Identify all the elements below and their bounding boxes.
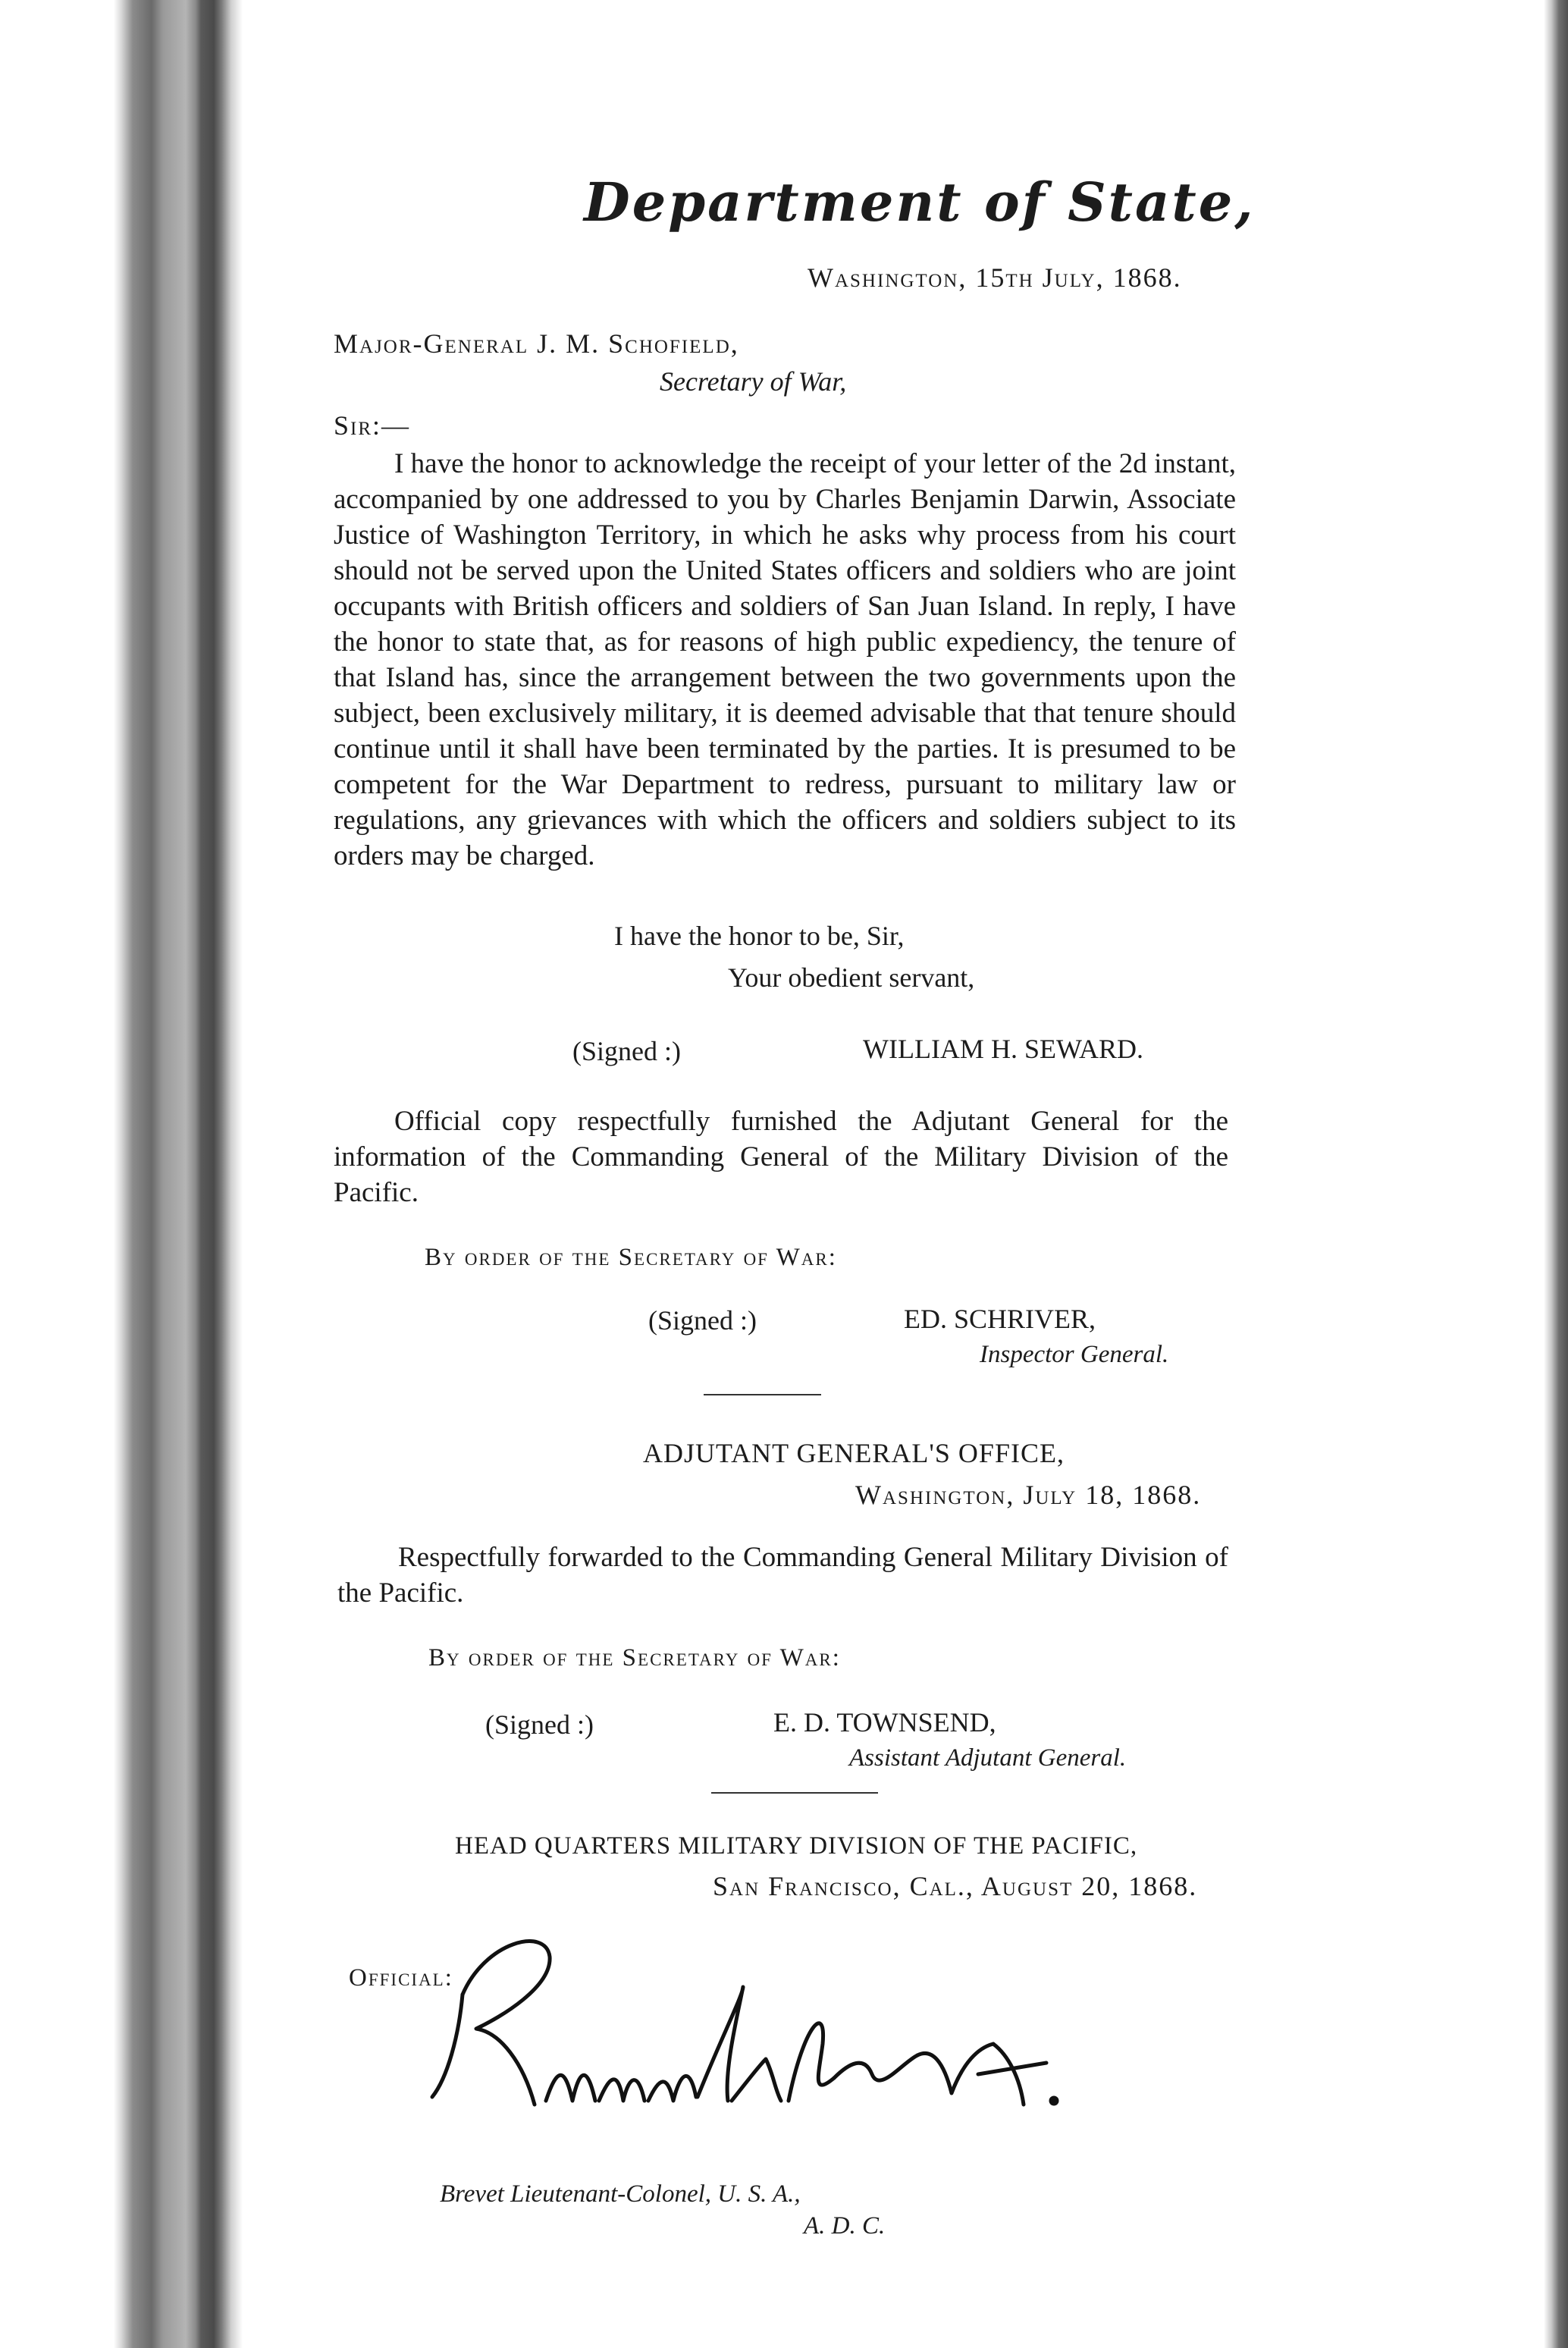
endorsement-2-place-date: Washington, July 18, 1868. bbox=[855, 1480, 1202, 1510]
letter-body: I have the honor to acknowledge the receipt of your letter of the 2d instant, accompanied by one addressed to you by Charles Benjamin Darwin, Associate Justice of Washington Territory, in which he asks why process from his court should not be served upon the United States officers and soldiers who are joint occupants with British officers and soldiers of San Juan Island. In reply, I have the honor to state that, as for reasons of high public expediency, the tenure of that Island has, since the arrangement between the two governments upon the subject, been exclusively military, it is deemed advisable that that tenure should continue until it shall have been terminated by the parties. It is presumed to be competent for the War Department to redress, pursuant to military law or regulations, any grievances with which the officers and soldiers subject to its orders may be charged. bbox=[334, 448, 1236, 871]
letterhead-place-date bbox=[808, 262, 1182, 294]
closing-line-2: Your obedient servant, bbox=[728, 962, 975, 993]
handwritten-signature bbox=[387, 1911, 1145, 2139]
signer-schriver-title: Inspector General. bbox=[980, 1341, 1169, 1368]
closing-line-1: I have the honor to be, Sir, bbox=[614, 921, 905, 951]
addressee-name: Major-General J. M. Schofield, bbox=[334, 328, 739, 359]
divider-2 bbox=[711, 1792, 878, 1794]
signer-townsend-title: Assistant Adjutant General. bbox=[849, 1744, 1127, 1772]
signer-rank-2: A. D. C. bbox=[804, 2212, 886, 2240]
endorsement-1-text: Official copy respectfully furnished the Adjutant General for the information of the Commanding General of the Military Division of the Pacific. bbox=[334, 1106, 1228, 1208]
signer-townsend: E. D. TOWNSEND, bbox=[773, 1707, 996, 1737]
endorsement-3-office: HEAD QUARTERS MILITARY DIVISION OF THE PACIFIC, bbox=[455, 1832, 1138, 1860]
signed-label-3: (Signed :) bbox=[485, 1709, 594, 1740]
binding-shadow bbox=[0, 0, 250, 2348]
document-page bbox=[250, 0, 1544, 2348]
signer-rank: Brevet Lieutenant-Colonel, U. S. A., bbox=[440, 2180, 801, 2208]
endorsement-2-office: ADJUTANT GENERAL'S OFFICE, bbox=[643, 1438, 1065, 1468]
place-date-text: Washington, 15th July, 1868. bbox=[808, 262, 1182, 293]
signer-seward: WILLIAM H. SEWARD. bbox=[863, 1034, 1143, 1064]
endorsement-1-by-order: By order of the Secretary of War: bbox=[425, 1244, 837, 1271]
signer-schriver: ED. SCHRIVER, bbox=[904, 1304, 1096, 1334]
endorsement-2-by-order: By order of the Secretary of War: bbox=[428, 1644, 841, 1672]
letterhead-title: Department of State, bbox=[584, 171, 1256, 234]
signed-label-1: (Signed :) bbox=[572, 1036, 681, 1066]
divider-1 bbox=[704, 1394, 821, 1395]
official-label: Official: bbox=[349, 1964, 453, 1992]
page-edge-shadow bbox=[1544, 0, 1568, 2348]
endorsement-3-place-date: San Francisco, Cal., August 20, 1868. bbox=[713, 1871, 1198, 1901]
signed-label-2: (Signed :) bbox=[648, 1305, 757, 1336]
salutation: Sir:— bbox=[334, 410, 411, 441]
endorsement-2-text: Respectfully forwarded to the Commanding General Military Division of the Pacific. bbox=[337, 1542, 1228, 1609]
addressee-title: Secretary of War, bbox=[660, 366, 847, 397]
